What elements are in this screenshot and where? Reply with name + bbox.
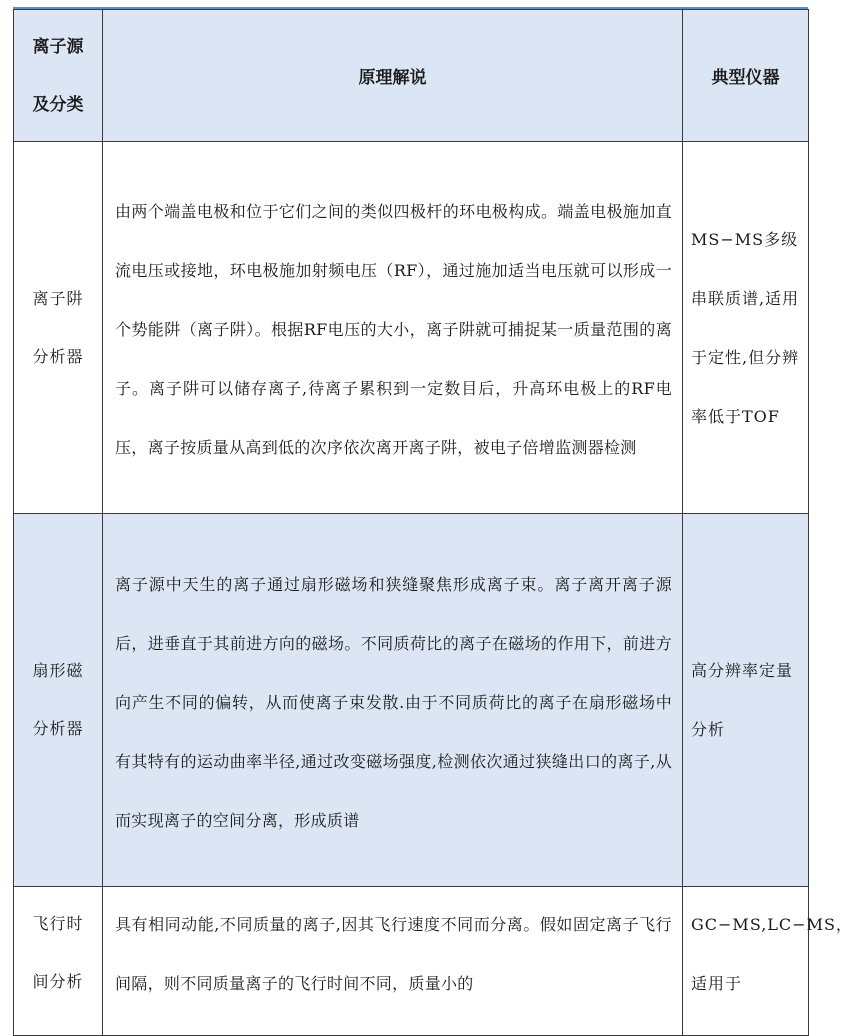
row-instrument: GC−MS,LC−MS，适用于 xyxy=(683,887,809,1036)
row-name xyxy=(14,514,103,887)
table-header-row xyxy=(14,10,809,142)
row-name-line1: 飞行时 xyxy=(32,914,84,933)
row-instrument: MS−MS多级串联质谱,适用于定性,但分辨率低于TOF xyxy=(683,142,809,514)
table-row xyxy=(14,887,809,1036)
row-instrument: 高分辨率定量分析 xyxy=(683,514,809,887)
row-principle: 由两个端盖电极和位于它们之间的类似四极杆的环电极构成。端盖电极施加直流电压或接地，环电极施加射频电压（RF），通过施加适当电压就可以形成一个势能阱（离子阱）。根据RF电压的大小，离子阱就可捕捉某一质量范围的离子。离子阱可以储存离子,待离子累积到一定数目后，升高环电极上的RF电压，离子按质量从高到低的次序依次离开离子阱，被电子倍增监测器检测 xyxy=(103,142,683,514)
row-principle: 具有相同动能,不同质量的离子,因其飞行速度不同而分离。假如固定离子飞行间隔，则不同质量离子的飞行时间不同，质量小的 xyxy=(103,887,683,1036)
comparison-table xyxy=(13,9,853,1036)
header-ion-source-line2: 及分类 xyxy=(32,94,84,115)
header-principle: 原理解说 xyxy=(103,10,683,142)
table-row xyxy=(14,514,809,887)
row-name-line2: 间分析 xyxy=(32,972,84,991)
row-name-line1: 离子阱 xyxy=(32,288,84,308)
row-name xyxy=(14,142,103,514)
header-instrument: 典型仪器 xyxy=(683,10,809,142)
row-name-line2: 分析器 xyxy=(32,719,84,738)
row-name xyxy=(14,887,103,1036)
row-name-line2: 分析器 xyxy=(32,346,84,366)
row-principle: 离子源中天生的离子通过扇形磁场和狭缝聚焦形成离子束。离子离开离子源后，进垂直于其前进方向的磁场。不同质荷比的离子在磁场的作用下，前进方向产生不同的偏转，从而使离子束发散.由于不同质荷比的离子在扇形磁场中有其特有的运动曲率半径,通过改变磁场强度,检测依次通过狭缝出口的离子,从而实现离子的空间分离，形成质谱 xyxy=(103,514,683,887)
header-ion-source xyxy=(14,10,103,142)
header-ion-source-line1: 离子源 xyxy=(32,36,84,57)
row-name-line1: 扇形磁 xyxy=(32,661,84,680)
table-row xyxy=(14,142,809,514)
